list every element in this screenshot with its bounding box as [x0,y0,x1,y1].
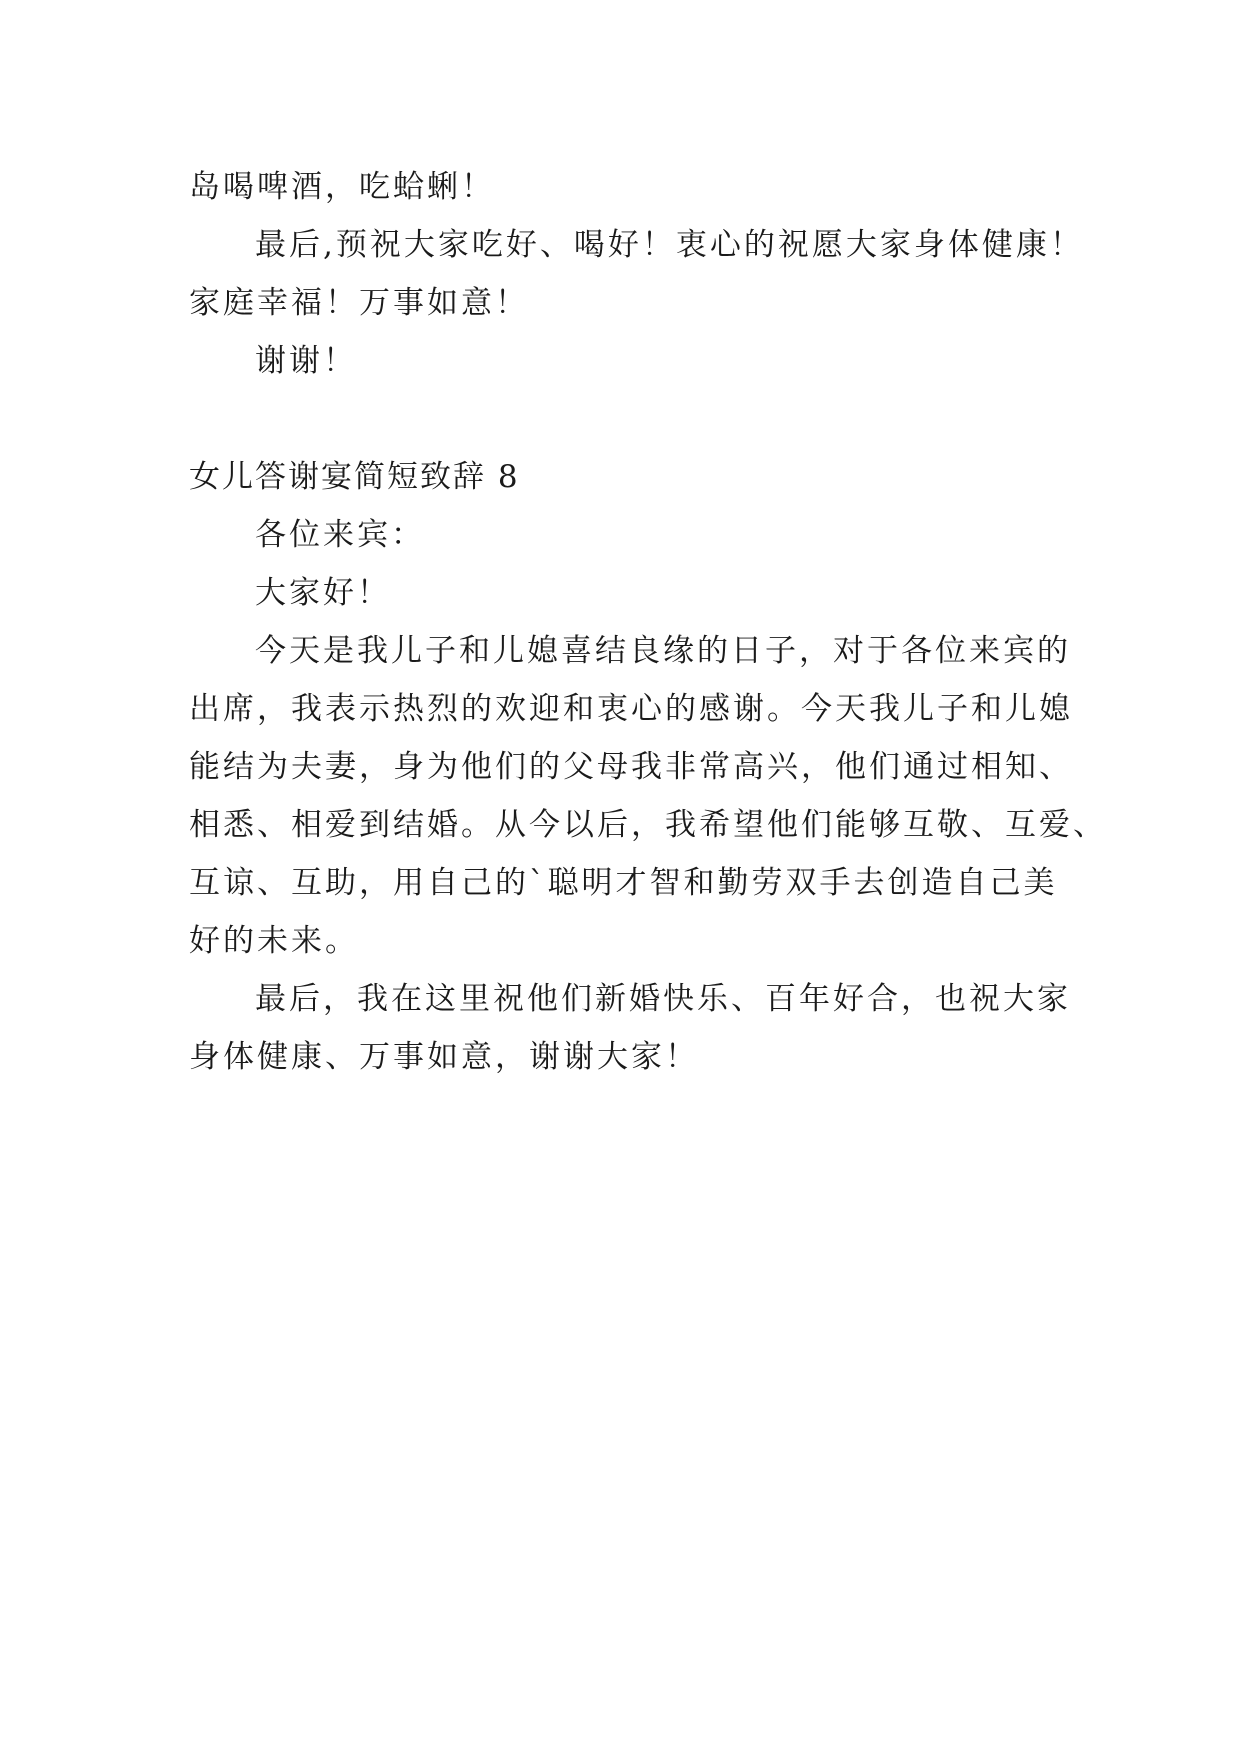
document-body [189,158,1107,1086]
text-line: 好的未来。 [189,923,359,959]
text-line: 能结为夫妻，身为他们的父母我非常高兴，他们通过相知、 [189,749,1073,785]
text-line: 大家好！ [255,575,391,611]
text-line: 互谅、互助，用自己的`聪明才智和勤劳双手去创造自己美 [189,865,1058,901]
text-line: 家庭幸福！万事如意！ [189,285,529,321]
section-title: 女儿答谢宴简短致辞 8 [189,459,520,495]
text-line: 各位来宾： [255,517,425,553]
text-line: 出席，我表示热烈的欢迎和衷心的感谢。今天我儿子和儿媳 [189,691,1073,727]
text-line: 最后，我在这里祝他们新婚快乐、百年好合，也祝大家 [255,981,1071,1017]
text-line: 今天是我儿子和儿媳喜结良缘的日子，对于各位来宾的 [255,633,1071,669]
text-line: 身体健康、万事如意，谢谢大家！ [189,1039,699,1075]
text-line: 最后,预祝大家吃好、喝好！衷心的祝愿大家身体健康！ [255,227,1084,263]
text-line: 谢谢！ [255,343,357,379]
text-line: 相悉、相爱到结婚。从今以后，我希望他们能够互敬、互爱、 [189,807,1107,843]
section-gap [189,390,1061,448]
text-line: 岛喝啤酒，吃蛤蜊！ [189,169,495,205]
